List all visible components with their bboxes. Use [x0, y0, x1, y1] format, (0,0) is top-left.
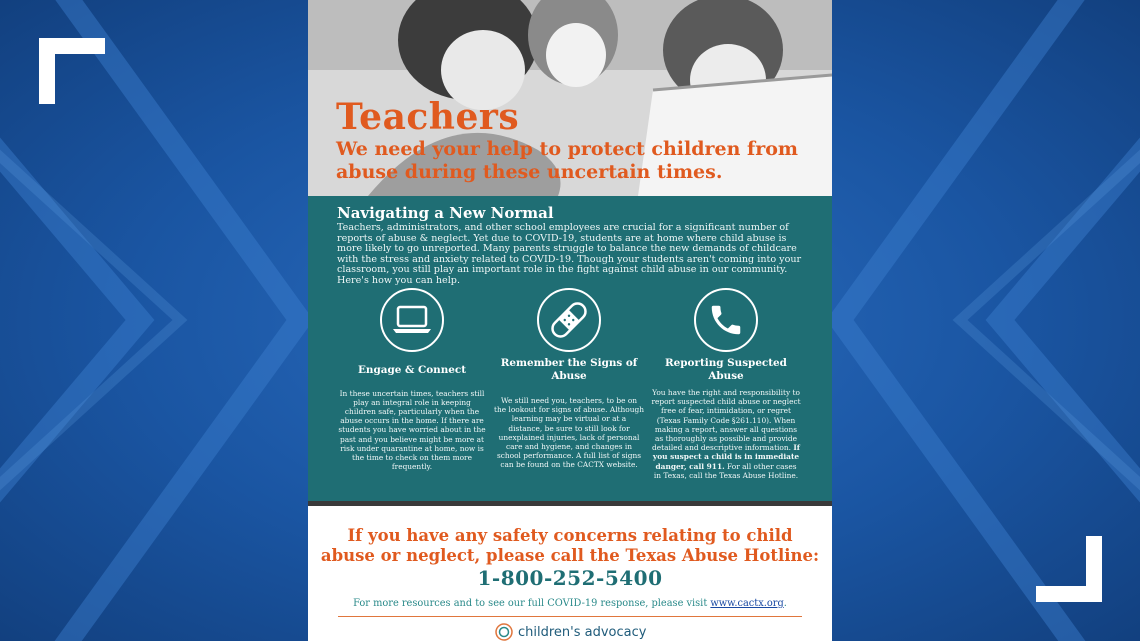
hero-title: Teachers [336, 96, 520, 138]
laptop-icon [380, 288, 444, 352]
hotline-phone-number: 1-800-252-5400 [477, 566, 663, 590]
reporting-body-text: You have the right and responsibility to report suspected child abuse or neglect free of fear, intimidation, or regret (Texas Family Code §261.110). When making a report, answer all questions as thoroughly as possible and provide detailed and descriptive information. [651, 388, 801, 453]
hero-subtitle: We need your help to protect children from abuse during these uncertain times. [336, 138, 799, 183]
navigating-section [308, 196, 832, 502]
engage-title: Engage & Connect [357, 364, 466, 376]
phone-icon [694, 288, 758, 352]
hero-photo [308, 0, 832, 196]
resources-text: For more resources and to see our full COVID-19 response, please visit [353, 598, 711, 609]
corner-bracket-bottom-right [1036, 536, 1102, 606]
signs-title: Remember the Signs of Abuse [500, 357, 638, 382]
childrens-advocacy-logo [494, 622, 646, 641]
reporting-body [651, 388, 801, 480]
bandage-icon [537, 288, 601, 352]
signs-body: We still need you, teachers, to be on the lookout for signs of abuse. Although learning may be virtual or at a distance, be sure to still look for unexplained injuries, lack of personal care and hygiene, and changes in school performance. A full list of signs can be found on the CACTX website. [494, 396, 645, 470]
orange-divider [338, 616, 802, 617]
engage-column [337, 288, 487, 471]
section-title: Navigating a New Normal [337, 204, 554, 222]
hotline-section [308, 506, 832, 641]
cactx-link[interactable]: www.cactx.org [710, 598, 784, 609]
engage-body: In these uncertain times, teachers still play an integral role in keeping children safe, particularly when the abuse occurs in the home. If there are students you have worried about in the past and you believe might be more at risk under quarantine at home, now is the time to check on them more frequently. [338, 388, 486, 472]
signs-column [494, 288, 644, 470]
abuse-awareness-flyer [308, 0, 832, 641]
resources-period: . [783, 598, 787, 609]
logo-text: children's advocacy [518, 624, 647, 640]
hotline-call-to-action: If you have any safety concerns relating to child abuse or neglect, please call the Texas Abuse Hotline: [320, 526, 820, 565]
resources-note [308, 598, 832, 609]
section-intro: Teachers, administrators, and other school employees are crucial for a significant number of reports of abuse & neglect. Yet due to COVID-19, students are at home where child abuse is more likely to go unreported. Many parents struggle to balance the new demands of childcare with the stress and anxiety related to COVID-19. Though your students aren't coming into your classroom, you still play an important role in the fight against child abuse in our community. Here's how you can help. [337, 222, 802, 286]
corner-bracket-top-left [39, 38, 105, 108]
reporting-title: Reporting Suspected Abuse [665, 357, 787, 382]
reporting-hotline-text: For all other cases in Texas, call the Texas Abuse Hotline. [653, 461, 799, 480]
reporting-emergency-text: If you suspect a child is in immediate danger, call 911. [652, 443, 800, 471]
reporting-column [651, 288, 801, 480]
advocacy-logo-icon [494, 622, 514, 641]
